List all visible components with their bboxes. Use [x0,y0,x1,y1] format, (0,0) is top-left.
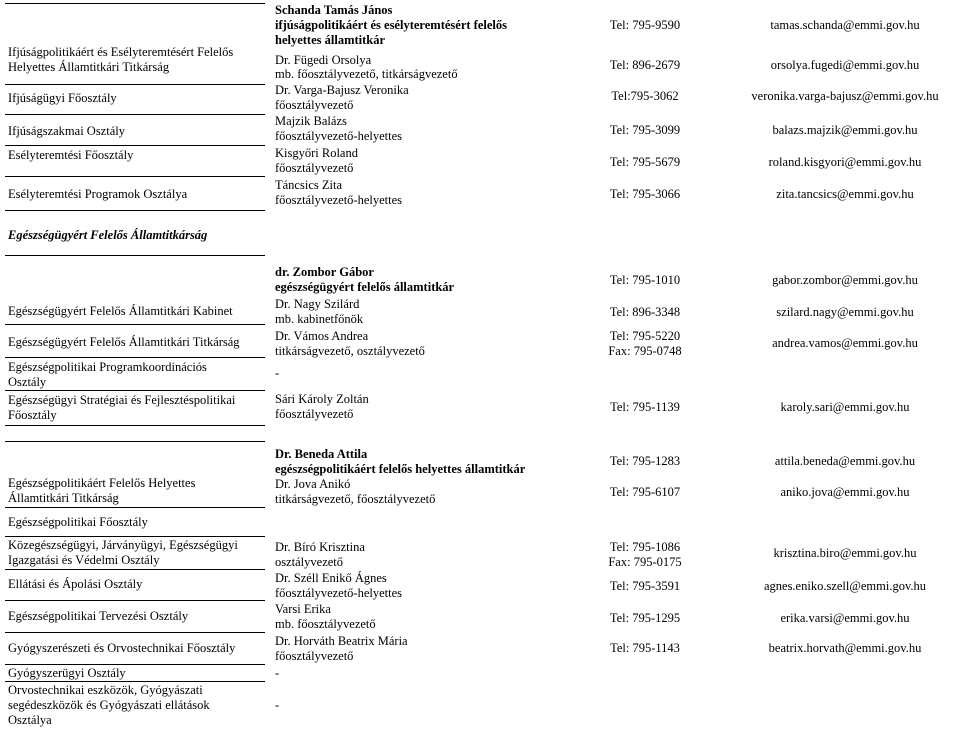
divider [5,114,265,115]
person-name: Táncsics Zita [275,178,342,192]
divider [5,176,265,177]
divider [5,255,265,256]
phone: Tel: 896-3348 [609,305,681,319]
person-name: Dr. Jova Anikó [275,477,351,491]
divider [5,536,265,537]
person-role: főosztályvezető [275,407,354,421]
person-role: helyettes államtitkár [275,33,386,47]
person-role: főosztályvezető [275,649,354,663]
unit-label: segédeszközök és Gyógyászati ellátások [8,698,210,712]
divider [5,3,265,4]
divider [5,632,265,633]
person-name: Dr. Fügedi Orsolya [275,53,372,67]
phone: Tel: 795-1295 [609,611,681,625]
unit-label: Igazgatási és Védelmi Osztály [8,553,160,567]
divider [5,84,265,85]
divider [5,600,265,601]
person-name: Kisgyőri Roland [275,146,358,160]
email-link[interactable]: tamas.schanda@emmi.gov.hu [770,18,920,32]
person-name: Varsi Erika [275,602,331,616]
email-link[interactable]: andrea.vamos@emmi.gov.hu [772,336,918,350]
email-link[interactable]: szilard.nagy@emmi.gov.hu [776,305,914,319]
person-name: Dr. Horváth Beatrix Mária [275,634,408,648]
unit-label: Egészségpolitikáért Felelős Helyettes [8,476,196,490]
email-link[interactable]: attila.beneda@emmi.gov.hu [774,454,916,468]
person-role: titkárságvezető, osztályvezető [275,344,425,358]
phone: Tel: 795-5679 [609,155,681,169]
unit-label: Főosztály [8,408,57,422]
person-role: osztályvezető [275,555,344,569]
divider [5,357,265,358]
person-role: mb. kabinetfőnök [275,312,364,326]
phone: Tel: 795-3591 [609,579,681,593]
email-link[interactable]: gabor.zombor@emmi.gov.hu [772,273,918,287]
section-heading: Egészségügyért Felelős Államtitkárság [8,228,208,242]
person-role: főosztályvezető [275,98,354,112]
dash: - [275,666,280,680]
divider [5,390,265,391]
email-link[interactable]: agnes.eniko.szell@emmi.gov.hu [763,579,927,593]
email-link[interactable]: erika.varsi@emmi.gov.hu [780,611,910,625]
person-role: egészségügyért felelős államtitkár [275,280,455,294]
unit-label: Ifjúságpolitikáért és Esélyteremtésért Felelős [8,45,234,59]
person-name: dr. Zombor Gábor [275,265,374,279]
email-link[interactable]: veronika.varga-bajusz@emmi.gov.hu [751,89,939,103]
unit-label: Egészségügyért Felelős Államtitkári Kabinet [8,304,233,318]
email-link[interactable]: roland.kisgyori@emmi.gov.hu [768,155,922,169]
unit-label: Esélyteremtési Programok Osztálya [8,187,188,201]
unit-label: Esélyteremtési Főosztály [8,148,134,162]
divider [5,324,265,325]
divider [5,210,265,211]
divider [5,664,265,665]
phone: Tel: 795-1010 [609,273,681,287]
email-link[interactable]: orsolya.fugedi@emmi.gov.hu [770,58,920,72]
phone: Tel: 795-9590 [609,18,681,32]
person-role: főosztályvezető-helyettes [275,129,403,143]
unit-label: Gyógyszerügyi Osztály [8,666,126,680]
person-name: Majzik Balázs [275,114,347,128]
phone: Tel: 795-1086 [609,540,681,554]
unit-label: Ifjúságszakmai Osztály [8,124,125,138]
phone: Tel: 795-1139 [610,400,680,414]
dash: - [275,698,280,712]
person-role: mb. főosztályvezető [275,617,376,631]
divider [5,681,265,682]
email-link[interactable]: balazs.majzik@emmi.gov.hu [772,123,918,137]
unit-label: Osztálya [8,713,52,727]
unit-label: Helyettes Államtitkári Titkárság [8,60,170,74]
unit-label: Ifjúságügyi Főosztály [8,91,117,105]
fax: Fax: 795-0175 [608,555,682,569]
divider [5,145,265,146]
phone: Tel: 795-1143 [610,641,680,655]
person-role: ifjúságpolitikáért és esélyteremtésért felelős [275,18,507,32]
unit-label: Egészségpolitikai Programkoordinációs [8,360,207,374]
unit-label: Egészségpolitikai Tervezési Osztály [8,609,189,623]
person-name: Dr. Beneda Attila [275,447,368,461]
divider [5,569,265,570]
person-name: Sári Károly Zoltán [275,392,369,406]
email-link[interactable]: krisztina.biro@emmi.gov.hu [773,546,917,560]
person-name: Dr. Vámos Andrea [275,329,369,343]
phone: Tel:795-3062 [611,89,679,103]
divider [5,425,265,426]
phone: Tel: 795-1283 [609,454,681,468]
person-name: Dr. Bíró Krisztina [275,540,365,554]
fax: Fax: 795-0748 [608,344,682,358]
dash: - [275,366,280,380]
phone: Tel: 795-3099 [609,123,681,137]
phone: Tel: 795-3066 [609,187,681,201]
unit-label: Közegészségügyi, Járványügyi, Egészségügyi [8,538,238,552]
unit-label: Államtitkári Titkárság [8,491,119,505]
email-link[interactable]: karoly.sari@emmi.gov.hu [780,400,910,414]
person-name: Dr. Varga-Bajusz Veronika [275,83,409,97]
phone: Tel: 795-5220 [609,329,681,343]
divider [5,441,265,442]
unit-label: Egészségügyért Felelős Államtitkári Titkárság [8,335,240,349]
unit-label: Egészségpolitikai Főosztály [8,515,148,529]
person-name: Dr. Nagy Szilárd [275,297,360,311]
divider [5,507,265,508]
person-role: titkárságvezető, főosztályvezető [275,492,436,506]
unit-label: Osztály [8,375,47,389]
person-role: főosztályvezető-helyettes [275,193,403,207]
unit-label: Ellátási és Ápolási Osztály [8,577,143,591]
unit-label: Egészségügyi Stratégiai és Fejlesztéspolitikai [8,393,236,407]
email-link[interactable]: aniko.jova@emmi.gov.hu [780,485,910,499]
person-role: mb. főosztályvezető, titkárságvezető [275,67,458,81]
email-link[interactable]: zita.tancsics@emmi.gov.hu [776,187,914,201]
email-link[interactable]: beatrix.horvath@emmi.gov.hu [768,641,922,655]
phone: Tel: 896-2679 [609,58,681,72]
unit-label: Gyógyszerészeti és Orvostechnikai Főosztály [8,641,236,655]
person-role: főosztályvezető-helyettes [275,586,403,600]
person-name: Dr. Széll Enikő Ágnes [275,571,387,585]
phone: Tel: 795-6107 [609,485,681,499]
person-name: Schanda Tamás János [275,3,393,17]
person-role: egészségpolitikáért felelős helyettes államtitkár [275,462,526,476]
unit-label: Orvostechnikai eszközök, Gyógyászati [8,683,203,697]
person-role: főosztályvezető [275,161,354,175]
